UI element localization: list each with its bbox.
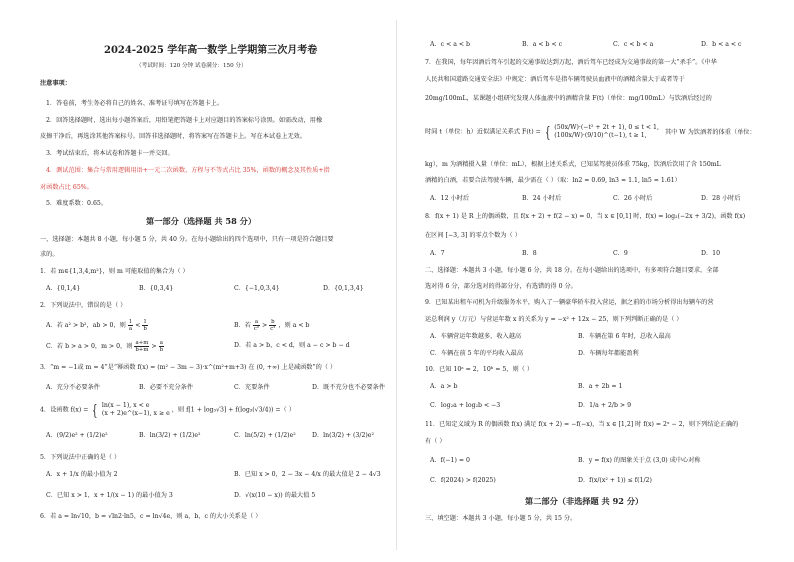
q7-option-a: A．12 小时后 bbox=[430, 195, 470, 202]
q7-line: kg），m 为酒精摄入量（单位：mL），根据上述关系式，已知某驾驶员体重 75kg，饮酒后饮用了含 150mL bbox=[425, 161, 721, 168]
part2-intro: 三、填空题：本题共 3 小题，每小题 5 分，共 15 分。 bbox=[425, 515, 577, 522]
q7-line: 酒精的白酒，若要合法驾驶车辆，最少需在（ ）（取：ln2 ≈ 0.69, ln3 ≈ 1.1, ln5 ≈ 1.61） bbox=[425, 177, 681, 184]
exam-title: 2024-2025 学年高一数学上学期第三次月考卷 bbox=[104, 45, 318, 56]
q6-option-a: A．c < a < b bbox=[430, 41, 471, 48]
q7-line: 人民共和国道路交通安全法》中规定：酒后驾车是指车辆驾驶员血液中的酒精含量大于或者等于 bbox=[425, 76, 685, 83]
q8-option-c: C．9 bbox=[613, 250, 628, 257]
q5-stem: 5．下列说法中正确的是（ ） bbox=[40, 454, 121, 461]
q11-option-c: C．f(2024) > f(2025) bbox=[430, 477, 496, 484]
q10-option-c: C．log₂a + log₂b < −3 bbox=[430, 402, 501, 409]
q8-option-a: A．7 bbox=[430, 250, 445, 257]
q1-option-c: C．{−1,0,3,4} bbox=[234, 285, 280, 292]
q2-option-b: B．若 $\frac{a}{\text{c²}}$ > $\frac{b}{\text{c²}}$ ，则 a < b bbox=[234, 319, 310, 332]
q4-option-b: B．ln(3/2) + (1/2)e² bbox=[139, 432, 201, 439]
q3-option-a: A．充分不必要条件 bbox=[46, 384, 100, 391]
q5-option-d: D．√(x(10 − x)) 的最大值 5 bbox=[234, 492, 316, 499]
q6-option-c: C．c < b < a bbox=[613, 41, 654, 48]
part2-heading: 第二部分（非选择题 共 92 分） bbox=[525, 496, 644, 506]
q10-option-d: D．1/a + 2/b > 9 bbox=[578, 402, 632, 409]
q6-option-b: B．a < b < c bbox=[522, 41, 563, 48]
q4-option-d: D．ln(3/2) + (3/2)e² bbox=[312, 432, 374, 439]
q11-option-d: D．f(x/(x² + 1)) ≤ f(1/2) bbox=[578, 477, 652, 484]
q7-option-d: D．28 小时后 bbox=[701, 195, 741, 202]
q10-option-b: B．a + 2b = 1 bbox=[578, 383, 623, 390]
q4-option-a: A．(9/2)e² + (1/2)e² bbox=[46, 432, 108, 439]
q3-option-c: C．充要条件 bbox=[234, 384, 270, 391]
q6-stem: 6．若 a = ln√10，b = √ln2·ln5，c = ln√4e，则 a，b，c 的大小关系是（ ） bbox=[40, 513, 262, 520]
q8-option-d: D．10 bbox=[701, 250, 721, 257]
q1-option-d: D．{0,1,3,4} bbox=[323, 285, 364, 292]
q2-stem: 2．下列说法中，错误的是（ ） bbox=[40, 302, 127, 309]
q7-option-c: C．26 小时后 bbox=[613, 195, 653, 202]
exam-subtitle: （考试时间：120 分钟 试卷满分：150 分） bbox=[136, 63, 247, 69]
q2-option-c: C．若 b > a > 0，m > 0，则 $\frac{a+m}{b+m}$ > $\frac{a}{b}$ bbox=[46, 340, 164, 353]
q9-line: 运总利润 y（万元）与营运年数 x 的关系为 y = −x² + 12x − 25，则下列判断正确的是（ ） bbox=[425, 316, 683, 323]
note-item: 皮擦干净后，再选涂其他答案标号。回答非选择题时，将答案写在答题卡上。写在本试卷上无效。 bbox=[40, 133, 307, 140]
q10-option-a: A．a > b bbox=[430, 383, 458, 390]
q7-formula-line: 时间 t（单位：h）近似满足关系式 F(t) = { (50x/W)·(−t² + 2t + 1), 0 ≤ t < 1, (100x/W)·(9/10)^(t−1), t ≥ 1, 其中 W 为饮酒者的体重（单位： bbox=[425, 123, 756, 141]
q6-option-d: D．b < a < c bbox=[701, 41, 742, 48]
q9-option-b: B．车辆在第 6 年时，总收入最高 bbox=[578, 333, 671, 340]
q2-option-d: D．若 a > b，c < d，则 a − c > b − d bbox=[234, 342, 350, 349]
q3-option-d: D．既不充分也不必要条件 bbox=[312, 384, 386, 391]
q5-option-c: C．已知 x > 1，x + 1/(x − 1) 的最小值为 3 bbox=[46, 492, 173, 499]
q11-line: 11．已知定义域为 R 的偶函数 f(x) 满足 f(x + 2) = −f(−x)，当 x ∈ [1,2] 时 f(x) = 2ˣ − 2，则下列结论正确的 bbox=[425, 421, 739, 428]
q5-option-a: A．x + 1/x 的最小值为 2 bbox=[46, 471, 118, 478]
q7-line: 20mg/100mL，某课题小组研究发现人体血液中的酒精含量 F(t)（单位：mg/100mL）与饮酒后经过的 bbox=[425, 95, 712, 102]
note-item-scope: 4．测试范围：集合与常用逻辑用语+一元二次函数、方程与不等式占比 35%，函数的概念及其性质+指 bbox=[46, 167, 330, 174]
q9-option-a: A．车辆营运年数越多，收入越高 bbox=[430, 333, 522, 340]
q1-option-b: B．{0,3,4} bbox=[139, 285, 174, 292]
q9-option-d: D．车辆每年都能盈利 bbox=[578, 350, 639, 357]
part1b-intro: 二、选择题：本题共 3 小题，每小题 6 分，共 18 分。在每小题给出的选项中，有多项符合题目要求，全部 bbox=[425, 267, 719, 274]
q9-option-c: C．车辆在前 5 年的平均收入最高 bbox=[430, 350, 524, 357]
q1-stem: 1．若 m∈{1,3,4,m²}，则 m 可能取值的集合为（ ） bbox=[40, 268, 189, 275]
note-item-scope-cont: 对函数占比 65%。 bbox=[40, 184, 93, 191]
note-item: 1．答卷前，考生务必将自己的姓名、准考证号填写在答题卡上。 bbox=[46, 100, 224, 107]
notes-heading: 注意事项： bbox=[40, 80, 71, 87]
q3-stem: 3．“m = −1或 m = 4”是“幂函数 f(x) = (m² − 3m − 3)·x^(m²+m+3) 在 (0, +∞) 上是减函数”的（ ） bbox=[40, 364, 337, 371]
note-item: 5．难度系数：0.65。 bbox=[46, 200, 108, 207]
q8-option-b: B．8 bbox=[522, 250, 537, 257]
q8-line: 在区间 [−3, 3] 的零点个数为（ ） bbox=[425, 232, 521, 239]
q7-line: 7．在我国，每年因酒后驾车引起的交通事故达到万起，酒后驾车已经成为交通事故的第一大“杀手”。《中华 bbox=[425, 59, 717, 66]
part1b-intro-cont: 选对得 6 分，部分选对的得部分分，有选错的得 0 分。 bbox=[425, 283, 577, 290]
note-item: 3．考试结束后，将本试卷和答题卡一并交回。 bbox=[46, 150, 174, 157]
q1-option-a: A．{0,1,4} bbox=[46, 285, 81, 292]
q5-option-b: B．已知 x > 0，2 − 3x − 4/x 的最大值是 2 − 4√3 bbox=[234, 471, 381, 478]
right-column bbox=[397, 0, 794, 562]
q2-option-a: A．若 a² > b²，ab > 0，则 $\frac{1}{a}$ < $\frac{1}{b}$ bbox=[46, 319, 147, 332]
q11-option-b: B．y = f(x) 的图象关于点 (3,0) 成中心对称 bbox=[578, 457, 701, 464]
part1-heading: 第一部分（选择题 共 58 分） bbox=[146, 216, 257, 226]
q10-stem: 10．已知 10ᵃ = 2，10ᵇ = 5，则（ ） bbox=[425, 366, 534, 373]
q4-option-c: C．ln(5/2) + (1/2)e² bbox=[234, 432, 296, 439]
part1-intro: 一、选择题：本题共 8 小题，每小题 5 分，共 40 分。在每小题给出的四个选项中，只有一项是符合题目要 bbox=[40, 236, 334, 243]
q8-line: 8．f(x + 1) 是 R 上的偶函数，且 f(x + 2) + f(2 − x) = 0，当 x ∈ [0,1] 时，f(x) = log₂(−2x + 3/2)，函数 f(x) bbox=[425, 213, 746, 220]
q11-line: 有（ ） bbox=[425, 438, 446, 445]
part1-intro-cont: 求的。 bbox=[40, 251, 59, 258]
q7-option-b: B．24 小时后 bbox=[522, 195, 562, 202]
note-item: 2．回答选择题时，选出每小题答案后，用铅笔把答题卡上对应题目的答案标号涂黑。如需改动，用橡 bbox=[46, 117, 323, 124]
q4-stem: 4．设函数 f(x) = { ln(x − 1), x < e (x + 2)e^(x−1), x ≥ e ，则 f[1 + log₃√3] + f(log₃(√3/4)) =（ ） bbox=[40, 401, 295, 419]
q9-line: 9．已知某出租车司机为升级服务水平，购入了一辆豪华轿车投入营运，据之前的市场分析得出每辆车的营 bbox=[425, 299, 714, 306]
q11-option-a: A．f(−1) = 0 bbox=[430, 457, 470, 464]
q3-option-b: B．必要不充分条件 bbox=[139, 384, 194, 391]
